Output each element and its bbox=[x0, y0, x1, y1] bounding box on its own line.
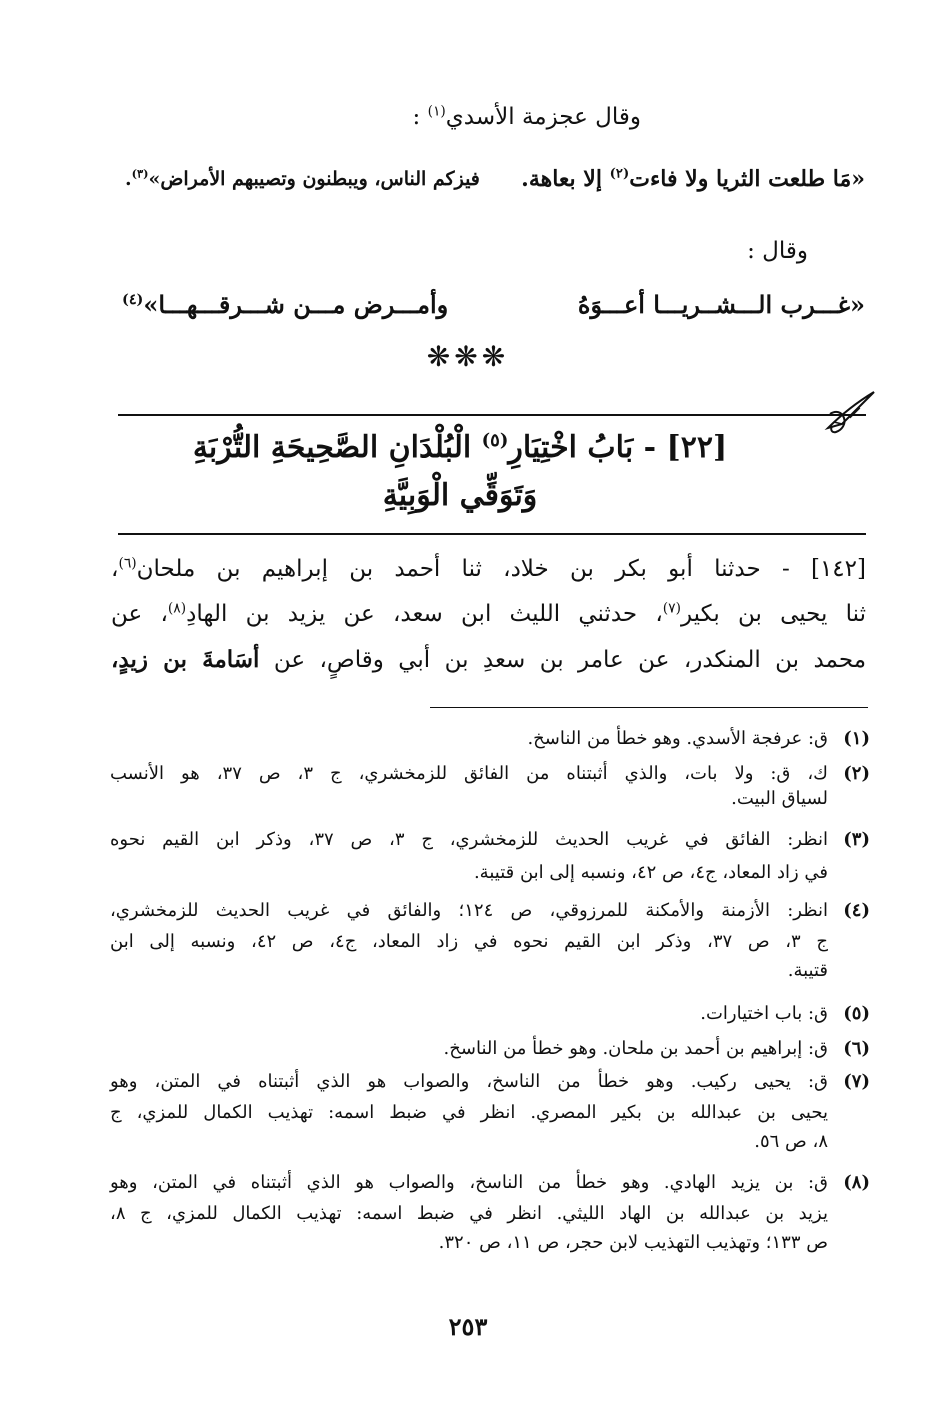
footnote-ref-3[interactable]: (٣) bbox=[131, 166, 149, 181]
footnote-number: (٧) bbox=[843, 1071, 870, 1092]
body-line-1-text: [١٤٢] - حدثنا أبو بكر بن خلاد، ثنا أحمد بن إبراهيم بن ملحان bbox=[136, 556, 866, 582]
verse-1-right-end: إلا بعاهة. bbox=[521, 166, 602, 192]
footnote-number: (٨) bbox=[843, 1172, 870, 1193]
footnote-ref-5[interactable]: (٥) bbox=[481, 430, 509, 451]
verse-1-left-text: فيزكم الناس، ويبطنون وتصيبهم الأمراض» bbox=[148, 168, 480, 190]
footnote-text bbox=[110, 763, 828, 809]
body-line-2 bbox=[111, 601, 866, 627]
footnote-2 bbox=[110, 763, 870, 823]
footnote-text bbox=[110, 829, 828, 883]
footnote-text bbox=[110, 1071, 828, 1152]
verse-2-right-hemistich: «غـــرب الـــشــريـــا أعـــوَهُ bbox=[577, 290, 865, 319]
footnote-line: ق: بن يزيد الهادي. وهو خطأ من الناسخ، والصواب هو الذي أثبتناه في المتن، وهو bbox=[110, 1172, 828, 1193]
footnote-6 bbox=[110, 1038, 870, 1068]
footnote-line: ٨، ص ٥٦. bbox=[754, 1131, 828, 1152]
footnote-line: يحيى بن عبدالله بن بكير المصري. انظر في ضبط اسمه: تهذيب الكمال للمزي، ج bbox=[110, 1102, 828, 1123]
chapter-heading-line-2: وَتَوَقِّي الْوَبِيَّةِ bbox=[382, 478, 538, 513]
body-line-2-text-b: ، حدثني الليث ابن سعد، عن يزيد بن الهادِ bbox=[186, 601, 663, 627]
footnote-ref-7[interactable]: (٧) bbox=[662, 600, 681, 617]
footnote-3 bbox=[110, 829, 870, 889]
footnote-line: انظر: الفائق في غريب الحديث للزمخشري، ج ٣، ص ٣٧، وذكر ابن القيم نحوه bbox=[110, 829, 829, 850]
footnote-number: (٢) bbox=[843, 763, 870, 784]
footnote-text bbox=[110, 900, 828, 981]
intro-line bbox=[413, 104, 641, 130]
footnote-line: في زاد المعاد، ج٤، ص ٤٢، ونسبه إلى ابن قتيبة. bbox=[473, 862, 828, 883]
intro-colon: : bbox=[412, 104, 421, 130]
footnote-text bbox=[110, 1038, 828, 1059]
verse-1-left-hemistich bbox=[125, 168, 480, 190]
intro-speaker: وقال عجزمة الأسدي bbox=[445, 104, 641, 130]
verse-1 bbox=[110, 166, 865, 206]
footnote-line: ق: إبراهيم بن أحمد بن ملحان. وهو خطأ من الناسخ. bbox=[443, 1038, 828, 1059]
footnote-text bbox=[110, 1003, 828, 1024]
footnote-ref-6[interactable]: (٦) bbox=[118, 555, 137, 572]
footnote-separator bbox=[430, 707, 868, 708]
verse-2 bbox=[110, 290, 865, 330]
footnote-1 bbox=[110, 728, 870, 758]
body-line-1 bbox=[111, 556, 866, 582]
chapter-heading-line-1 bbox=[150, 430, 770, 465]
footnote-line: ق: باب اختيارات. bbox=[700, 1003, 828, 1024]
page-number: ٢٥٣ bbox=[448, 1312, 488, 1341]
body-line-2-text-c: ، عن bbox=[111, 601, 168, 627]
footnote-line: ق: يحيى ركيب. وهو خطأ من الناسخ، والصواب هو الذي أثبتناه في المتن، وهو bbox=[110, 1071, 828, 1092]
footnote-number: (١) bbox=[843, 728, 870, 749]
footnote-line: ج ٣، ص ٣٧، وذكر ابن القيم نحوه في زاد المعاد، ج٤، ص ٤٢، ونسبه إلى ابن bbox=[110, 931, 828, 952]
verse-2-left-text: وأمـــرض مـــن شـــرقـــهـــا» bbox=[143, 290, 449, 319]
heading-rule-top bbox=[118, 414, 866, 416]
body-line-3 bbox=[111, 646, 866, 673]
intro-2: وقال : bbox=[747, 238, 808, 264]
footnote-ref-4[interactable]: (٤) bbox=[122, 291, 144, 308]
footnote-line: ق: عرفجة الأسدي. وهو خطأ من الناسخ. bbox=[527, 728, 828, 749]
footnote-line: قتيبة. bbox=[787, 960, 828, 981]
footnote-number: (٣) bbox=[843, 829, 870, 850]
footnote-text bbox=[110, 728, 828, 749]
verse-1-right-hemistich bbox=[521, 166, 865, 192]
footnote-8 bbox=[110, 1172, 870, 1272]
footnote-7 bbox=[110, 1071, 870, 1166]
footnote-number: (٦) bbox=[843, 1038, 870, 1059]
footnote-ref-2[interactable]: (٢) bbox=[609, 166, 630, 182]
body-line-3-name: أسَامةَ بن زيدٍ، bbox=[111, 646, 260, 673]
body-line-3-text: محمد بن المنكدر، عن عامر بن سعدِ بن أبي وقاصٍ، عن bbox=[273, 647, 867, 673]
footnote-line: ص ١٣٣؛ وتهذيب التهذيب لابن حجر، ص ١١، ص ٣٢٠. bbox=[438, 1232, 828, 1253]
footnote-number: (٤) bbox=[843, 900, 870, 921]
footnote-5 bbox=[110, 1003, 870, 1033]
verse-1-right-text: «مَا طلعت الثريا ولا فاءت bbox=[629, 166, 865, 192]
footnote-line: يزيد بن عبدالله بن الهاد الليثي. انظر في ضبط اسمه: تهذيب الكمال للمزي، ج ٨، bbox=[110, 1203, 828, 1224]
footnote-number: (٥) bbox=[843, 1003, 870, 1024]
footnote-ref-8[interactable]: (٨) bbox=[167, 600, 187, 617]
footnote-4 bbox=[110, 900, 870, 995]
footnote-line: لسياق البيت. bbox=[731, 788, 828, 809]
verse-2-left-hemistich bbox=[122, 290, 448, 319]
footnote-line: ك، ق: ولا بات، والذي أثبتناه من الفائق للزمخشري، ج ٣، ص ٣٧، هو الأنسب bbox=[110, 763, 828, 784]
body-line-2-text-a: ثنا يحيى بن بكير bbox=[680, 601, 867, 627]
section-separator: ❋❋❋ bbox=[426, 340, 510, 373]
footnote-text bbox=[110, 1172, 828, 1253]
verse-1-left-end: . bbox=[125, 168, 132, 190]
heading-rule-bottom bbox=[118, 533, 866, 535]
footnote-ref-1[interactable]: (١) bbox=[427, 103, 446, 120]
footnote-line: انظر: الأزمنة والأمكنة للمرزوقي، ص ١٢٤؛ والفائق في غريب الحديث للزمخشري، bbox=[110, 900, 828, 921]
chapter-title-end: الْبُلْدَانِ الصَّحِيحَةِ التُّرْبَةِ bbox=[192, 430, 472, 465]
body-line-1-end: ، bbox=[111, 556, 119, 582]
chapter-title-start: [٢٢] - بَابُ اخْتِيَارِ bbox=[508, 430, 728, 465]
quill-icon bbox=[824, 388, 876, 436]
